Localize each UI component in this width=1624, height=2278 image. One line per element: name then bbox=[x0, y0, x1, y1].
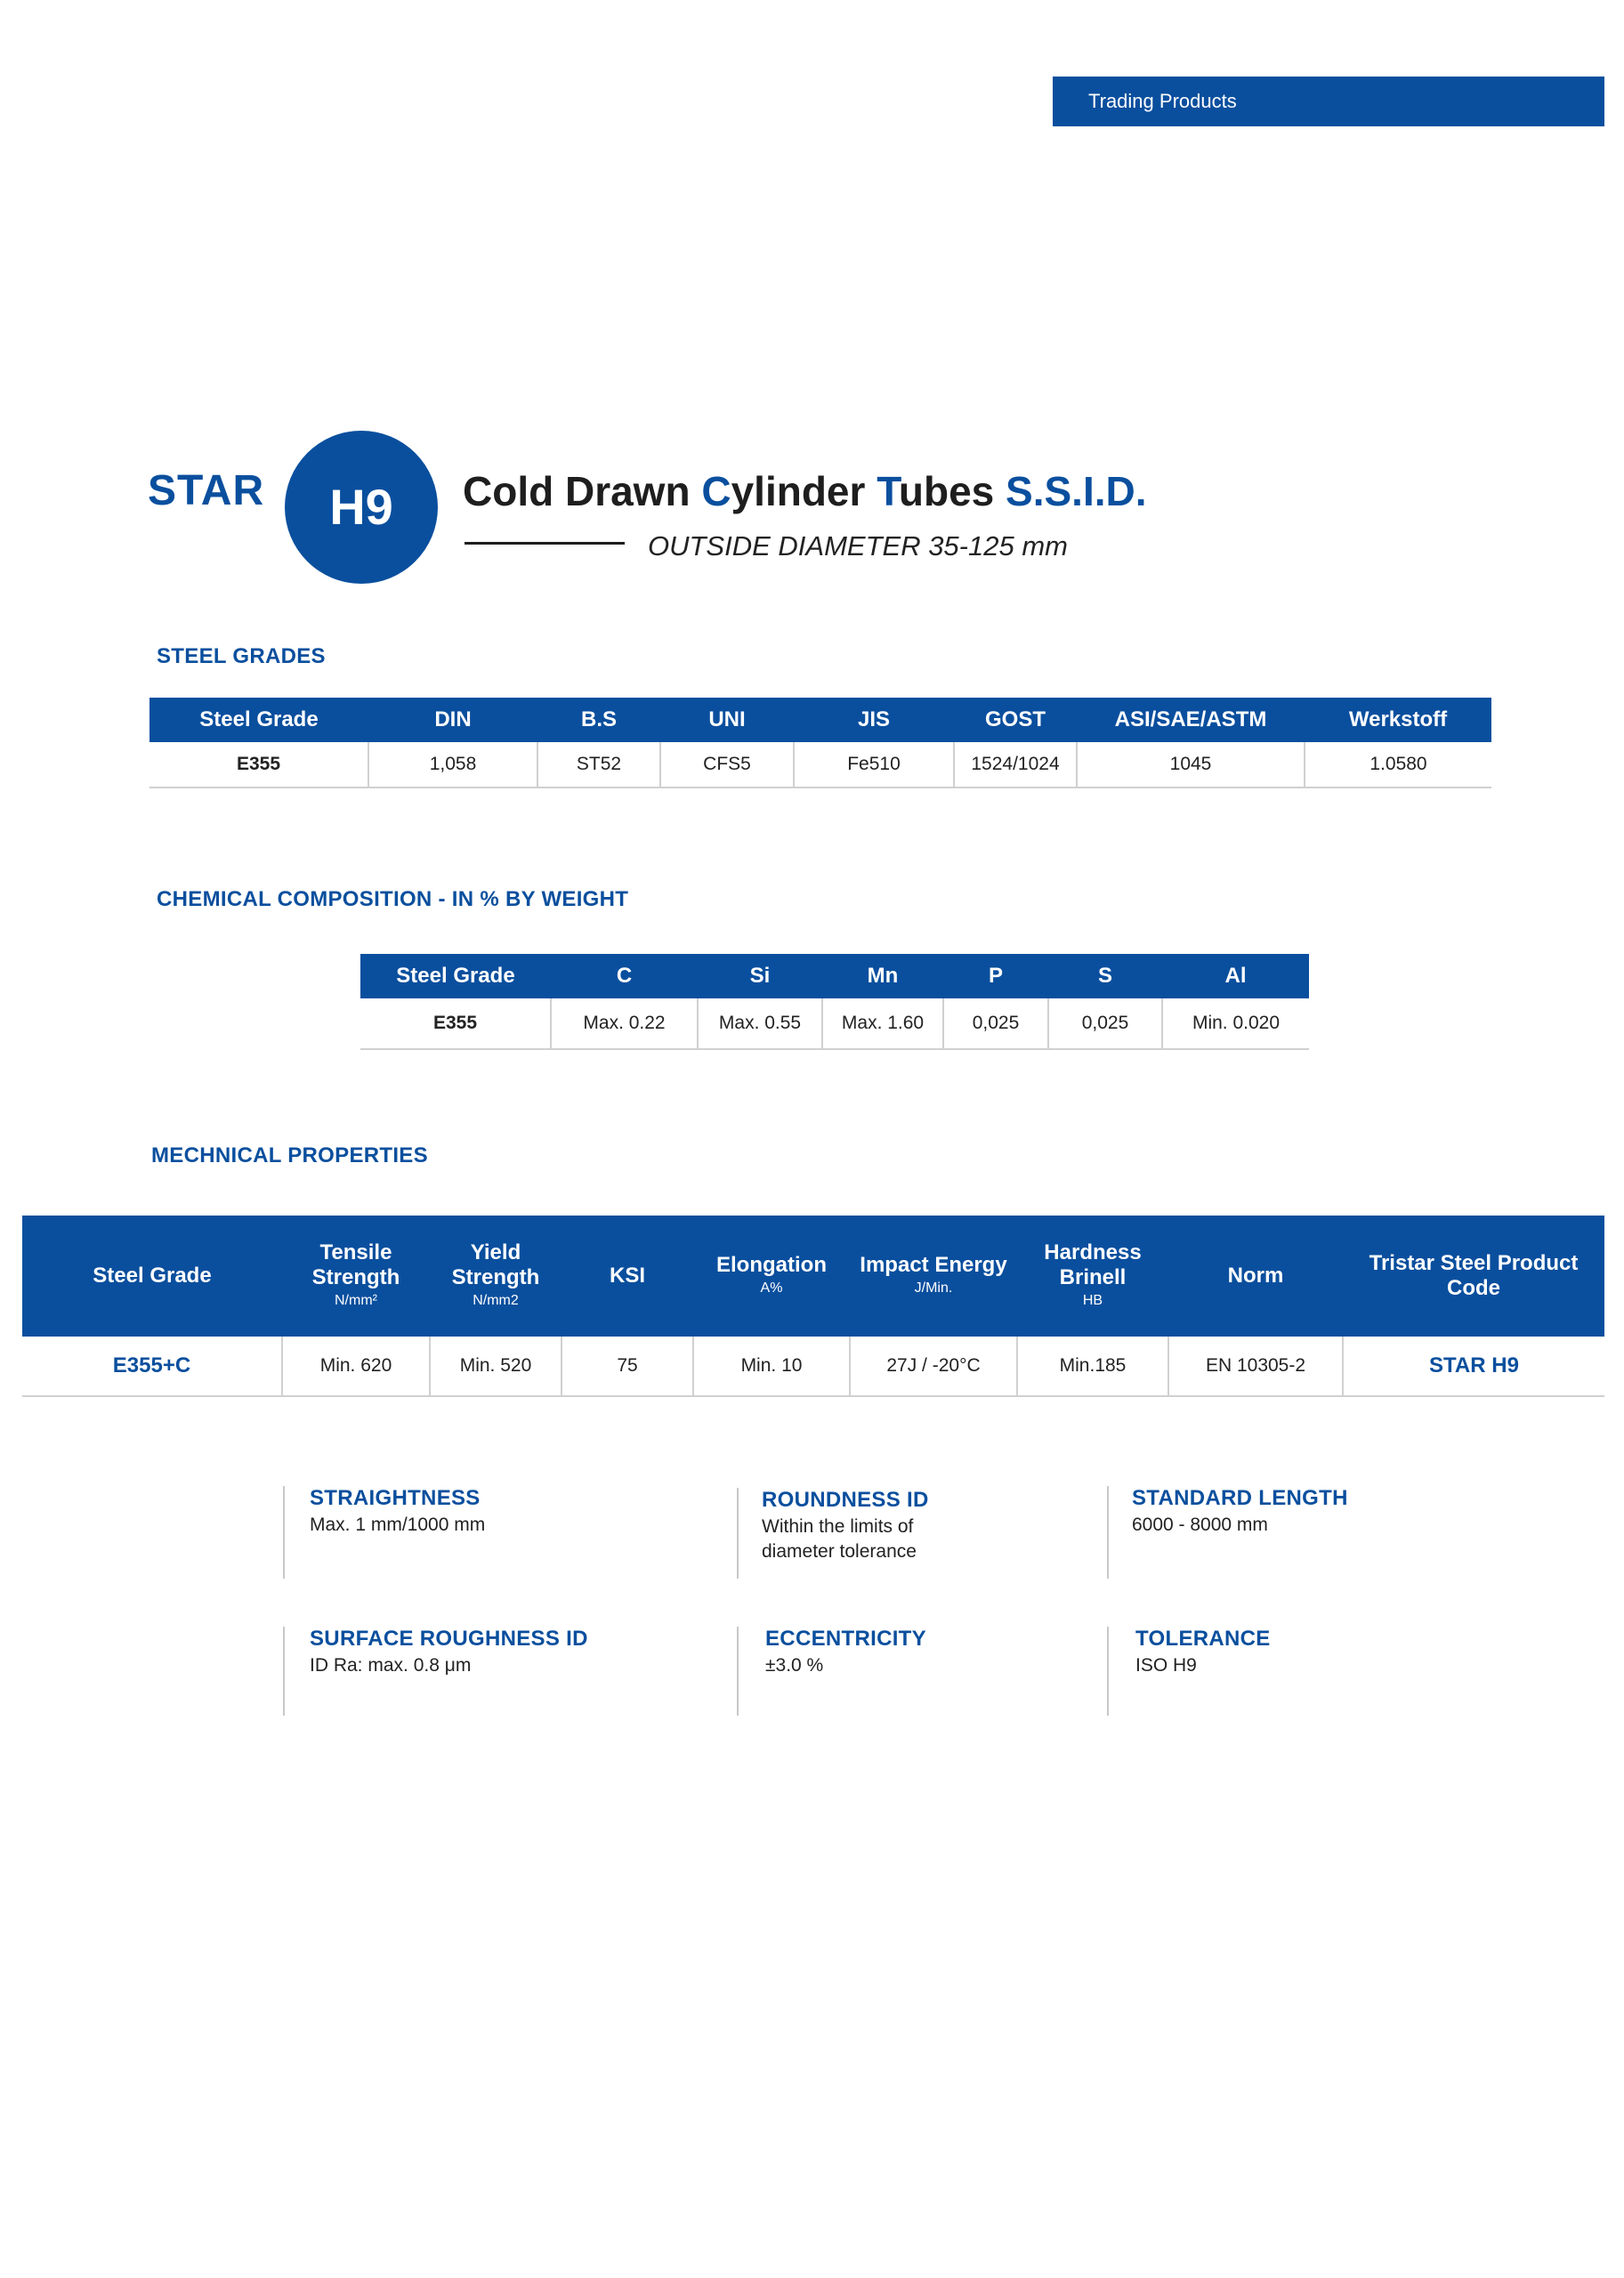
table-cell: Min.185 bbox=[1017, 1337, 1168, 1396]
table-row bbox=[22, 1337, 1604, 1396]
column-header: Steel Grade bbox=[360, 954, 551, 998]
page-subtitle: OUTSIDE DIAMETER 35-125 mm bbox=[648, 530, 1068, 561]
table-cell: Max. 0.22 bbox=[551, 998, 698, 1049]
table-cell: 75 bbox=[562, 1337, 693, 1396]
property-value: 6000 - 8000 mm bbox=[1132, 1515, 1268, 1535]
mechanical-properties-heading: MECHNICAL PROPERTIES bbox=[151, 1143, 428, 1167]
column-header: Werkstoff bbox=[1305, 698, 1491, 742]
column-header: B.S bbox=[537, 698, 660, 742]
column-header: Steel Grade bbox=[149, 698, 368, 742]
property-title: SURFACE ROUGHNESS ID bbox=[310, 1627, 588, 1651]
column-header: Si bbox=[698, 954, 822, 998]
property-title: TOLERANCE bbox=[1135, 1627, 1271, 1651]
steel-grades-table bbox=[149, 698, 1491, 788]
table-cell: Max. 0.55 bbox=[698, 998, 822, 1049]
table-cell: Fe510 bbox=[794, 742, 954, 788]
steel-grades-heading: STEEL GRADES bbox=[157, 644, 326, 668]
table-cell: E355 bbox=[149, 742, 368, 788]
property-value: ID Ra: max. 0.8 μm bbox=[310, 1655, 472, 1676]
brand-star: STAR bbox=[148, 467, 265, 514]
column-header: Yield Strength N/mm2 bbox=[430, 1216, 562, 1337]
table-cell: E355+C bbox=[22, 1337, 282, 1396]
page-title: Cold Drawn Cylinder Tubes S.S.I.D. bbox=[463, 468, 1147, 514]
column-header: P bbox=[943, 954, 1048, 998]
property-eccentricity bbox=[737, 1627, 1057, 1716]
column-header: ASI/SAE/ASTM bbox=[1077, 698, 1305, 742]
property-tolerance bbox=[1107, 1627, 1481, 1716]
chemical-composition-table bbox=[360, 954, 1309, 1050]
table-cell: Min. 520 bbox=[430, 1337, 562, 1396]
column-header: JIS bbox=[794, 698, 954, 742]
property-roundness-id bbox=[737, 1488, 1057, 1579]
table-cell: 1.0580 bbox=[1305, 742, 1491, 788]
table-row bbox=[149, 742, 1491, 788]
column-header: KSI bbox=[562, 1216, 693, 1337]
table-cell: Min. 620 bbox=[282, 1337, 430, 1396]
property-title: STANDARD LENGTH bbox=[1132, 1486, 1348, 1510]
column-header: Hardness Brinell HB bbox=[1017, 1216, 1168, 1337]
column-header: Steel Grade bbox=[22, 1216, 282, 1337]
column-header: GOST bbox=[954, 698, 1077, 742]
table-cell: 1045 bbox=[1077, 742, 1305, 788]
column-header: S bbox=[1048, 954, 1162, 998]
trading-products-tag: Trading Products bbox=[1053, 77, 1604, 126]
property-title: ECCENTRICITY bbox=[765, 1627, 926, 1651]
table-header-row bbox=[22, 1216, 1604, 1337]
mechanical-properties-table bbox=[22, 1216, 1604, 1397]
table-header-row bbox=[149, 698, 1491, 742]
table-cell: 0,025 bbox=[1048, 998, 1162, 1049]
brand-code-badge: H9 bbox=[285, 431, 438, 584]
table-cell: E355 bbox=[360, 998, 551, 1049]
property-title: ROUNDNESS ID bbox=[762, 1488, 929, 1512]
column-header: Elongation A% bbox=[693, 1216, 850, 1337]
property-surface-roughness-id bbox=[283, 1627, 692, 1716]
table-cell: EN 10305-2 bbox=[1168, 1337, 1343, 1396]
chemical-composition-heading: CHEMICAL COMPOSITION - IN % BY WEIGHT bbox=[157, 887, 629, 911]
table-row bbox=[360, 998, 1309, 1049]
column-header: Tensile Strength N/mm² bbox=[282, 1216, 430, 1337]
column-header: C bbox=[551, 954, 698, 998]
property-value: ±3.0 % bbox=[765, 1655, 824, 1676]
table-cell: STAR H9 bbox=[1343, 1337, 1604, 1396]
table-cell: Max. 1.60 bbox=[822, 998, 943, 1049]
property-value: Within the limits of diameter tolerance bbox=[762, 1516, 917, 1562]
column-header: Al bbox=[1162, 954, 1309, 998]
column-header: Tristar Steel Product Code bbox=[1343, 1216, 1604, 1337]
table-cell: 27J / -20°C bbox=[850, 1337, 1017, 1396]
column-header: Mn bbox=[822, 954, 943, 998]
column-header: UNI bbox=[660, 698, 794, 742]
property-value: Max. 1 mm/1000 mm bbox=[310, 1515, 486, 1535]
column-header: DIN bbox=[368, 698, 537, 742]
table-header-row bbox=[360, 954, 1309, 998]
table-cell: CFS5 bbox=[660, 742, 794, 788]
table-cell: 0,025 bbox=[943, 998, 1048, 1049]
column-header: Impact Energy J/Min. bbox=[850, 1216, 1017, 1337]
table-cell: 1524/1024 bbox=[954, 742, 1077, 788]
column-header: Norm bbox=[1168, 1216, 1343, 1337]
table-cell: Min. 0.020 bbox=[1162, 998, 1309, 1049]
property-straightness bbox=[283, 1486, 692, 1579]
table-cell: ST52 bbox=[537, 742, 660, 788]
title-divider bbox=[465, 542, 625, 545]
property-standard-length bbox=[1107, 1486, 1481, 1579]
property-title: STRAIGHTNESS bbox=[310, 1486, 481, 1510]
table-cell: Min. 10 bbox=[693, 1337, 850, 1396]
table-cell: 1,058 bbox=[368, 742, 537, 788]
property-value: ISO H9 bbox=[1135, 1655, 1197, 1676]
